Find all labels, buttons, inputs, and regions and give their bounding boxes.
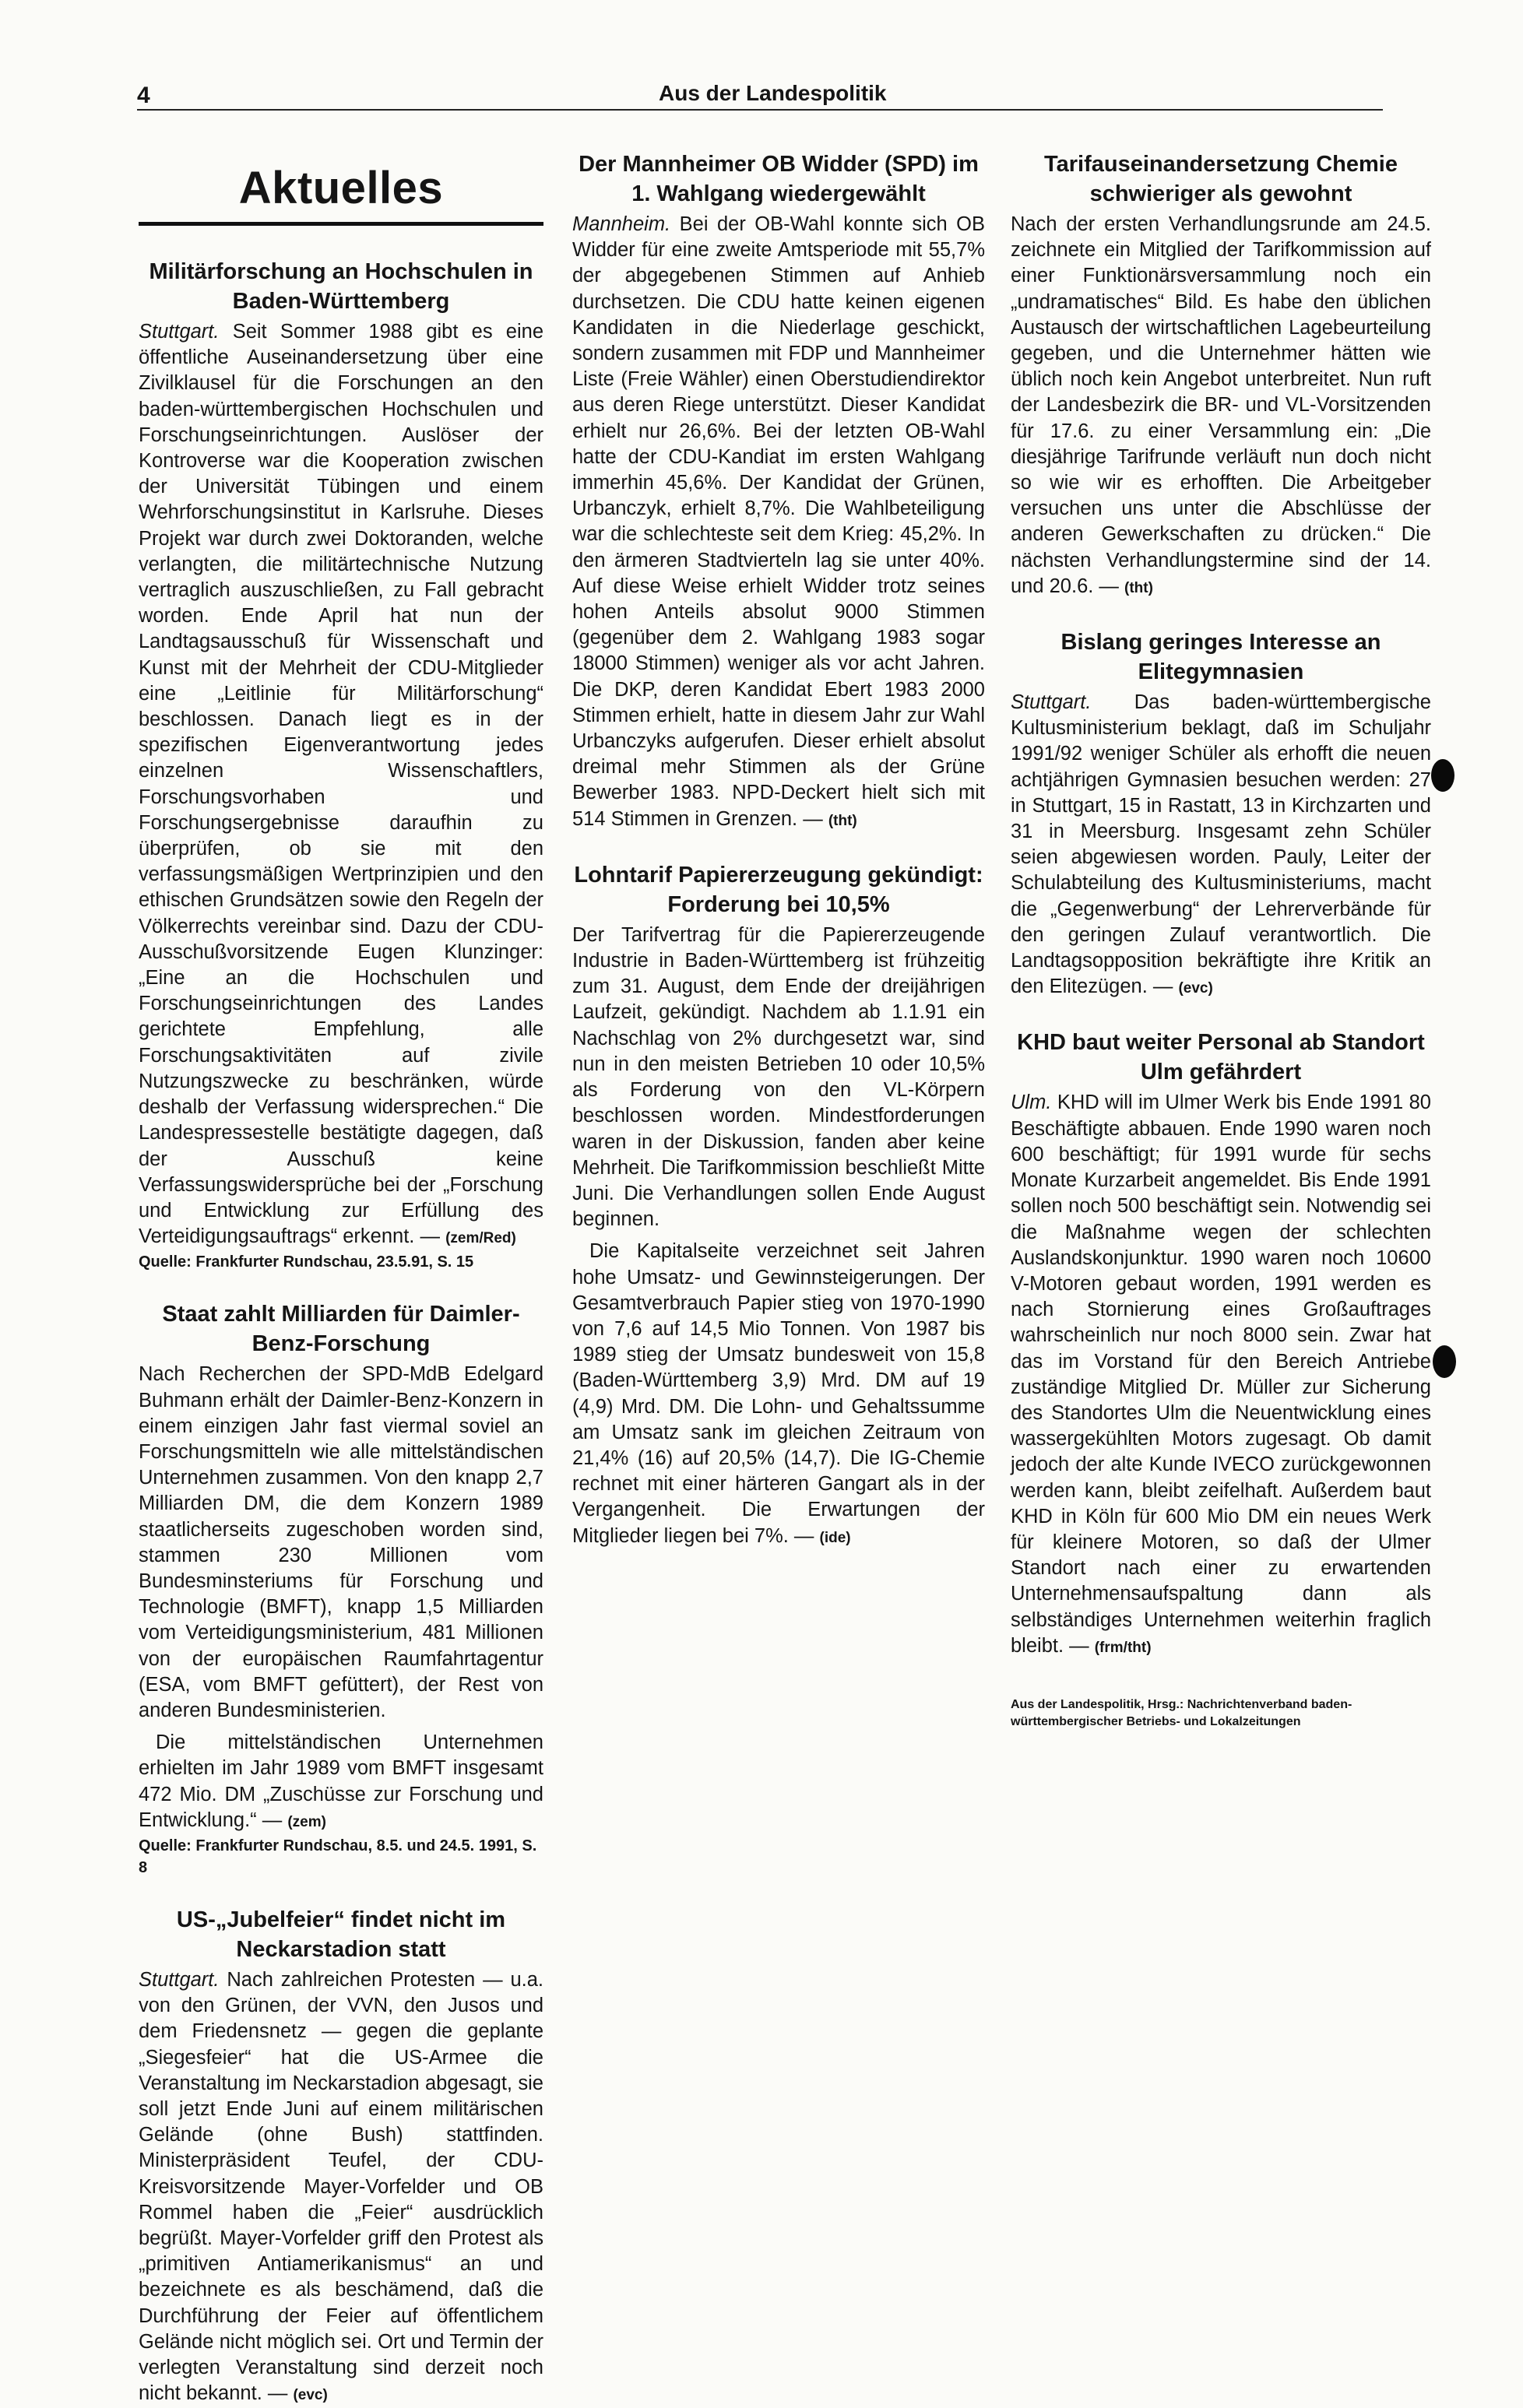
- column-3: [1011, 149, 1431, 1743]
- article-daimler-benz: [139, 1299, 543, 1879]
- header-rule: [137, 109, 1383, 111]
- author-signature: (tht): [828, 812, 857, 829]
- publisher-note: Aus der Landespolitik, Hrsg.: Nachrichtenverband baden-württembergischer Betriebs- und Lokalzeitungen: [1011, 1697, 1352, 1728]
- dateline: Ulm.: [1011, 1092, 1052, 1114]
- article-text: Die Kapitalseite verzeichnet seit Jahren hohe Umsatz- und Gewinnsteigerungen. Der Gesamtverbrauch Papier stieg von 1970-1990 von 7,6 auf 14,5 Mio Tonnen. Von 1987 bis 1989 stieg der Umsatz bundesweit von 15,8 (Baden-Württemberg 3,9) Mrd. DM auf 19 (4,9) Mrd. DM. Die Lohn- und Gehaltssumme am Umsatz sank im gleichen Zeitraum von 21,4% (16) auf 20,5% (14,7). Die IG-Chemie rechnet mit einer härteren Gangart als in der Vergangenheit. Die Erwartungen der Mitglieder liegen bei 7%. —: [572, 1240, 985, 1547]
- article-title: US-„Jubelfeier“ findet nicht im Neckarstadion statt: [176, 1907, 506, 1962]
- author-signature: (evc): [1178, 980, 1213, 997]
- article-lohntarif-papier: [572, 860, 985, 1551]
- article-title: Staat zahlt Milliarden für Daimler-Benz-Forschung: [162, 1302, 520, 1357]
- author-signature: (ide): [819, 1529, 851, 1546]
- author-signature: (zem/Red): [445, 1230, 516, 1247]
- article-body: [1011, 690, 1431, 1001]
- article-elitegymnasien: [1011, 627, 1431, 1001]
- article-title: Der Mannheimer OB Widder (SPD) im 1. Wahlgang wiedergewählt: [579, 152, 979, 206]
- section-title: Aktuelles: [238, 163, 444, 213]
- article-text: Bei der OB-Wahl konnte sich OB Widder für eine zweite Amtsperiode mit 55,7% der abgegebenen Stimmen auf Anhieb durchsetzen. Die CDU hatte keinen eigenen Kandidaten in die Niederlage geschickt, sondern zusammen mit FDP und Mannheimer Liste (Freie Wähler) einen Oberstudiendirektor aus deren Riege unterstützt. Dieser Kandidat erhielt nur 26,6%. Bei der letzten OB-Wahl hatte der CDU-Kandiat im ersten Wahlgang immerhin 45,6%. Der Kandidat der Grünen, Urbanczyk, erhielt 8,7%. Die Wahlbeteiligung war die schlechteste seit dem Krieg: 45,2%. In den ärmeren Stadtvierteln lag sie unter 40%. Auf diese Weise erhielt Widder trotz seines hohen Anteils absolut 9000 Stimmen (gegenüber dem 2. Wahlgang 1983 sogar 18000 Stimmen) weniger als vor acht Jahren. Die DKP, deren Kandidat Ebert 1983 2000 Stimmen erhielt, hatte in diesem Jahr zur Wahl Urbanczyks aufgerufen. Dieser erhielt absolut dreimal mehr Stimmen als der Grüne Bewerber 1983. NPD-Deckert hielt sich mit 514 Stimmen in Grenzen. —: [572, 213, 985, 830]
- article-jubelfeier: [139, 1905, 543, 2408]
- dateline: Stuttgart.: [139, 1968, 220, 1991]
- article-text: Nach der ersten Verhandlungsrunde am 24.5. zeichnete ein Mitglied der Tarifkommission auf einer Funktionärsversammlung noch ein „undramatisches“ Bild. Es habe den üblichen Austausch der wirtschaftlichen Lagebeurteilung gegeben, und die Unternehmer hätten wie üblich noch kein Angebot unterbreitet. Nun ruft der Landesbezirk die BR- und VL-Vorsitzenden für 17.6. zu einer Versammlung ein: „Die diesjährige Tarifrunde verläuft nun doch nicht so wie wir es erhofften. Die Arbeitgeber versuchen uns unter die Abschlüsse der anderen Gewerkschaften zu drücken.“ Die nächsten Verhandlungstermine sind der 14. und 20.6. —: [1011, 213, 1431, 597]
- article-text: Nach Recherchen der SPD-MdB Edelgard Buhmann erhält der Daimler-Benz-Konzern in einem einzigen Jahr fast viermal soviel an Forschungsmitteln wie alle mittelständischen Unternehmen zusammen. Von den knapp 2,7 Milliarden DM, die dem Konzern 1989 staatlicherseits zugeschoben worden sind, stammen 230 Millionen vom Bundesminsteriums für Forschung und Technologie (BMFT), knapp 1,5 Milliarden vom Verteidigungsministerium, 481 Millionen von der europäischen Raumfahrtagentur (ESA, vom BMFT gefüttert), der Rest von anderen Bundesministerien.: [139, 1363, 543, 1721]
- dateline: Stuttgart.: [1011, 691, 1092, 714]
- page-number: 4: [137, 83, 150, 108]
- article-body: [572, 212, 985, 834]
- author-signature: (frm/tht): [1094, 1639, 1152, 1656]
- article-text: Nach zahlreichen Protesten — u.a. von den Grünen, der VVN, den Jusos und dem Friedensnetz — gegen die geplante „Siegesfeier“ hat die US-Armee die Veranstaltung im Neckarstadion abgesagt, sie soll jetzt Ende Juni auf einem militärischen Gelände (ohne Bush) stattfinden. Ministerpräsident Teufel, der CDU-Kreisvorsitzende Mayer-Vorfelder und OB Rommel haben die „Feier“ ausdrücklich begrüßt. Mayer-Vorfelder griff den Protest als „primitiven Antiamerikanismus“ an und bezeichnete es als beschämend, daß die Durchführung der Feier auf öffentlichem Gelände nicht möglich sei. Ort und Termin der verlegten Veranstaltung sind derzeit noch nicht bekannt. —: [139, 1968, 543, 2405]
- article-body: [1011, 212, 1431, 601]
- article-title: Lohntarif Papiererzeugung gekündigt: Forderung bei 10,5%: [574, 862, 983, 917]
- article-text: KHD will im Ulmer Werk bis Ende 1991 80 Beschäftigte abbauen. Ende 1990 waren noch 600 beschäftigt; für 1991 wurde für sechs Monate Kurzarbeit angemeldet. Bis Ende 1991 sollen noch 500 beschäftigt sein. Notwendig sei die Maßnahme wegen der schlechten Auslandskonjunktur. 1990 waren noch 10600 V-Motoren gebaut worden, 1991 werden es nach Stornierung eines Großauftrages wahrscheinlich nur noch 8000 sein. Zwar hat das im Vorstand für den Bereich Antriebe zuständige Mitglied Dr. Müller zur Sicherung des Standortes Ulm die Neuentwicklung eines wassergekühlten Motors zugesagt. Ob damit jedoch der alte Kunde IVECO zurückgewonnen werden kann, bleibt zeifelhaft. Außerdem baut KHD in Köln für 600 Mio DM ein neues Werk für kleinere Motoren, so daß der Ulmer Standort nach einer zu erwartenden Unternehmensaufspaltung dann als selbständiges Unternehmen weiterhin fraglich bleibt. —: [1011, 1092, 1431, 1657]
- article-text: Die mittelständischen Unternehmen erhielten im Jahr 1989 vom BMFT insgesamt 472 Mio. DM „Zuschüsse zur Forschung und Entwicklung.“ —: [139, 1731, 543, 1831]
- article-body: [139, 1967, 543, 2408]
- article-source: Quelle: Frankfurter Rundschau, 23.5.91, S. 15: [139, 1253, 474, 1271]
- article-text: Seit Sommer 1988 gibt es eine öffentliche Auseinandersetzung über eine Zivilklausel für die Forschungen an den baden-württembergischen Hochschulen und Forschungseinrichtungen. Auslöser der Kontroverse war die Kooperation zwischen der Universität Tübingen und einem Wehrforschungsinstitut in Karlsruhe. Dieses Projekt war durch zwei Doktoranden, welche verlangten, die militärtechnische Nutzung vertraglich auszuschließen, zu Fall gebracht worden. Ende April hat nun der Landtagsausschuß für Wissenschaft und Kunst mit der Mehrheit der CDU-Mitglieder eine „Leitlinie für Militärforschung“ beschlossen. Danach liegt es in der spezifischen Eigenverantwortung jedes einzelnen Wissenschaftlers, Forschungsvorhaben und Forschungsergebnisse daraufhin zu überprüfen, ob sie mit den verfassungsmäßigen Wertprinzipien und den ethischen Grundsätzen sowie den Regeln der Völkerrechts vereinbar sind. Dazu der CDU-Ausschußvorsitzende Eugen Klunzinger: „Eine an die Hochschulen und Forschungseinrichtungen des Landes gerichtete Empfehlung, alle Forschungsaktivitäten auf zivile Nutzungszwecke zu beschränken, würde deshalb der Verfassung widersprechen.“ Die Landespressestelle bestätigte dagegen, daß der Ausschuß keine Verfassungswidersprüche bei der „Forschung und Entwicklung zur Erfüllung des Verteidigungsauftrags“ erkennt. —: [139, 321, 543, 1248]
- dateline: Mannheim.: [572, 213, 671, 235]
- article-body: [139, 319, 543, 1251]
- article-body: [1011, 1090, 1431, 1660]
- author-signature: (tht): [1124, 579, 1153, 596]
- column-1: [139, 149, 543, 2408]
- article-title: Bislang geringes Interesse an Elitegymnasien: [1060, 630, 1381, 685]
- punch-hole-mark: [1433, 1345, 1456, 1378]
- article-body: [139, 1730, 543, 1835]
- article-tarif-chemie: [1011, 149, 1431, 601]
- article-text: Das baden-württembergische Kultusministerium beklagt, daß im Schuljahr 1991/92 weniger Schüler als erhofft die neuen achtjährigen Gymnasien besuchen werden: 27 in Stuttgart, 15 in Rastatt, 13 in Kirchzarten und 31 in Meersburg. Insgesamt zehn Schüler seien abgewiesen worden. Pauly, Leiter der Schulabteilung des Kultusministeriums, macht die „Gegenwerbung“ der Lehrerverbände für den geringen Zulauf verantwortlich. Die Landtagsopposition bekräftigte ihre Kritik an den Elitezügen. —: [1011, 691, 1431, 998]
- author-signature: (zem): [287, 1813, 326, 1830]
- article-mannheim-ob: [572, 149, 985, 834]
- dateline: Stuttgart.: [139, 321, 220, 343]
- article-title: Militärforschung an Hochschulen in Baden-Württemberg: [149, 259, 533, 314]
- article-khd-ulm: [1011, 1028, 1431, 1660]
- article-body: [572, 1239, 985, 1550]
- article-source: Quelle: Frankfurter Rundschau, 8.5. und 24.5. 1991, S. 8: [139, 1837, 537, 1876]
- author-signature: (evc): [293, 2387, 328, 2404]
- article-militaerforschung: [139, 257, 543, 1273]
- section-rule: [139, 222, 543, 226]
- column-2: [572, 149, 985, 1551]
- article-text: Der Tarifvertrag für die Papiererzeugende Industrie in Baden-Württemberg ist frühzeitig zum 31. August, dem Ende der dreijährigen Laufzeit, gekündigt. Nachdem ab 1.1.91 ein Nachschlag von 2% durchgesetzt war, sind nun in den meisten Betrieben 10 oder 10,5% als Forderung von den VL-Körpern beschlossen worden. Mindestforderungen waren in der Diskussion, fanden aber keine Mehrheit. Die Tarifkommission beschließt Mitte Juni. Die Verhandlungen sollen Ende August beginnen.: [572, 923, 985, 1231]
- running-title: Aus der Landespolitik: [659, 81, 887, 105]
- punch-hole-mark: [1431, 759, 1454, 792]
- article-title: KHD baut weiter Personal ab Standort Ulm gefährdert: [1017, 1030, 1425, 1085]
- article-title: Tarifauseinandersetzung Chemie schwieriger als gewohnt: [1044, 152, 1398, 206]
